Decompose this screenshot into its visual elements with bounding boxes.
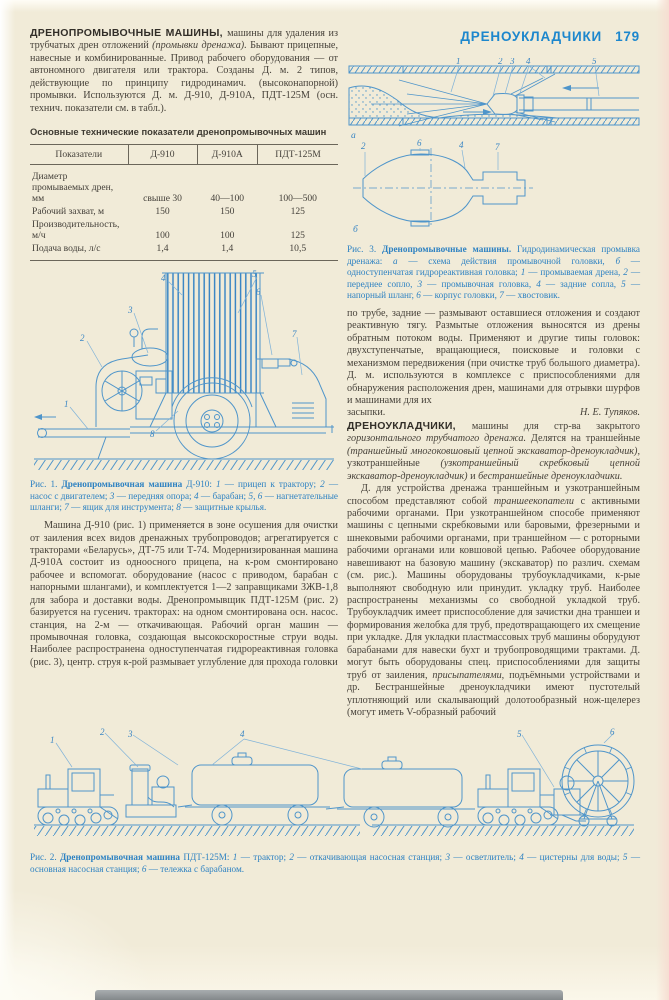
fig1-label-5: 5 <box>252 269 257 280</box>
reel-trolley <box>562 745 634 826</box>
fig2-label-2: 2 <box>100 727 105 738</box>
fig3-label-7b: 7 <box>495 142 500 152</box>
hitch-eye <box>38 429 47 438</box>
cell: 100 <box>155 230 170 242</box>
drawbar <box>38 429 130 437</box>
figure-3-drawing <box>347 58 640 241</box>
cell: 1,4 <box>221 243 234 255</box>
cell: 100 <box>220 230 235 242</box>
pump-station-1 <box>126 765 176 817</box>
fig2-label-4: 4 <box>240 729 245 740</box>
row-label: Подача воды, л/с <box>32 243 101 255</box>
washing-head <box>487 94 517 115</box>
page-number: 179 <box>615 29 640 44</box>
hose-drum <box>166 273 260 393</box>
running-head <box>347 29 640 44</box>
running-head-title: ДРЕНОУКЛАДЧИКИ <box>460 29 603 44</box>
fig2-label-1: 1 <box>50 735 55 746</box>
spec-table <box>30 144 338 261</box>
figure-2-caption: Рис. 2. Дренопромывочная машина ПДТ-125М: 1 — трактор; 2 — откачивающая насосная станция; 3 — осветлитель; 4 — цистерны для воды; 5 — основная насосная станция; 6 — тележка с барабаном. <box>30 852 641 874</box>
table-row <box>30 165 338 206</box>
page-content <box>30 27 640 882</box>
water-cistern-1 <box>178 753 330 825</box>
cell: 125 <box>290 206 305 218</box>
fig3-label-2b: 2 <box>361 141 366 151</box>
pipe-bottom-wall <box>349 118 639 125</box>
cell: 10,5 <box>289 243 307 255</box>
water-cistern-2 <box>326 757 475 827</box>
row-label: Производительность, м/ч <box>32 219 120 242</box>
fig3-label-4b: 4 <box>459 140 464 150</box>
fig1-label-3: 3 <box>128 305 133 316</box>
figure-3-caption: Рис. 3. Дренопромывочные машины. Гидродинамическая промывка дренажа: а — схема действия промывочной головки, б — одноступенчатая гидрореактивная головка; 1 — промываемая дрена, 2 — переднее сопло, 3 — промывочная головка, 4 — задние сопла, 5 — напорный шланг, 6 — корпус головки, 7 — хвостовик. <box>347 244 641 301</box>
table-row <box>30 242 338 261</box>
last-word: засыпки. <box>347 407 386 419</box>
fig2-label-5: 5 <box>517 729 522 740</box>
pressure-hose <box>519 98 639 110</box>
article-drenoukladchiki: ДРЕНОУКЛАДЧИКИ, машины для стр-ва закрытого горизонтального трубчатого дренажа. Делятся на траншейные (траншейный многоковшовый цепной экскаватор-дреноукладчик), узкотраншейные (узкотраншейный скребковый цепной экскаватор-дреноукладчик) и бестраншейные дреноукладчики. <box>347 419 641 482</box>
table-col-header: Д-910А <box>197 145 258 165</box>
fig3-label-2: 2 <box>498 58 503 66</box>
row-label: Диаметр промываемых дрен, мм <box>32 171 114 205</box>
hose-fitting <box>262 359 278 368</box>
row-label: Рабочий захват, м <box>32 206 105 218</box>
right-column <box>347 27 640 719</box>
fig3-part-a: а <box>351 131 356 141</box>
fig2-label-6: 6 <box>610 727 615 738</box>
author-signature: Н. Е. Тупяков. <box>580 407 640 419</box>
cell: 1,4 <box>156 243 169 255</box>
fig1-label-8: 8 <box>150 429 155 440</box>
signature-line <box>347 407 640 419</box>
cell: 150 <box>155 206 170 218</box>
figure-1-drawing <box>30 267 338 476</box>
pressure-gauge <box>130 329 138 337</box>
figure-2-drawing <box>30 727 640 850</box>
fig1-label-7: 7 <box>292 329 297 340</box>
sediment <box>349 86 439 118</box>
fig1-label-1: 1 <box>64 399 69 410</box>
fig1-label-4: 4 <box>161 273 166 284</box>
support-leg <box>93 437 106 459</box>
fig3-label-1: 1 <box>456 58 461 66</box>
flow-arrow <box>562 85 571 91</box>
article-drenopromyvochnye: ДРЕНОПРОМЫВОЧНЫЕ МАШИНЫ, машины для удаления из трубчатых дрен отложений (промывки дренажа). Бывают прицепные, навесные и комбинированные. Привод рабочего оборудования — от автономного двигателя или трактора. Созданы Д. м. 2 типов, действующие по принципу гидродинамич. (высоконапорной) промывки. Используются Д. м. Д-910, Д-910А, ПДТ-125М (осн. технич. показатели см. в табл.). <box>30 27 339 114</box>
figure-1-caption: Рис. 1. Дренопромывочная машина Д-910: 1 — прицеп к трактору; 2 — насос с двигателем; 3 — передняя опора; 4 — барабан; 5, 6 — нагнетательные шланги; 7 — ящик для инструмента; 8 — защитные крылья. <box>30 479 338 513</box>
fig3-label-4: 4 <box>526 58 531 66</box>
cell: 40—100 <box>210 193 245 205</box>
cell: 125 <box>290 230 305 242</box>
fig1-label-6: 6 <box>256 287 261 298</box>
table-row <box>30 205 338 218</box>
fig2-label-3: 3 <box>128 729 133 740</box>
table-col-header: ПДТ-125М <box>258 145 338 165</box>
wheel <box>174 383 250 459</box>
tool-box <box>256 359 326 427</box>
continuation-paragraph: по трубе, задние — размывают оставшиеся отложения и создают реактивную тягу. Размытые отложения выносятся из дрены обратным потоком воды. Применяют и другие типы головок: двухступенчатые, вращающиеся, поисковые и головки с механизмом передвижения (при очистке труб большого диаметра). Д. м. используются в комплексе с приспособлениями для обнаружения расположения дрен, машинами для отрывки шурфов и машинами для их <box>347 307 640 407</box>
crawler-tractor-1 <box>38 769 118 825</box>
fig3-label-5: 5 <box>592 58 597 66</box>
ground-hatch <box>34 460 334 470</box>
crawler-tractor-2 <box>478 769 558 825</box>
table-title: Основные технические показатели дренопромывочных машин <box>30 126 327 138</box>
tow-arrow <box>34 414 42 420</box>
scan-edge-shadow <box>95 990 563 1000</box>
cell: свыше 30 <box>143 193 182 205</box>
machine-d910-paragraph: Машина Д-910 (рис. 1) применяется в зоне осушения для очистки от заиления всех видов дренажных трубопроводов; агрегатируется с тракторами «Беларусь», ДТ-75 или Т-74. Модернизированная машина Д-910А состоит из одноосного прицепа, на к-ром смонтировано рабочее и вспомогат. оборудование (насос с приводом, барабан с напорными шлангами), и комплектуется 1—2 заправщиками ЗЖВ-1,8 для забора и доставки воды. Дренопромывщик ПДТ-125М (рис. 2) базируется на гусенич. тракторах: на одном смонтирована осн. насос. станция, на 2-м — откачивающая. Рабочий орган машин — промывочная головка, создающая высокоскоростные струи воды. Наиболее распространена одноступенчатая гидрореактивная головка (рис. 3), центр. струя к-рой размывает углубление для прохода головки <box>30 520 338 668</box>
cell: 100—500 <box>278 193 317 205</box>
article-drenoukladchiki-paragraph2: Д. для устройства дренажа траншейным и узкотраншейным способом представляют собой траншеекопатели с активными рабочими органами. При узкотраншейном способе применяют машины с цепными скребковыми или баровыми, фрезерными и шнековыми рабочими органами, при траншейном — с роторными рабочими органами или ковшовой цепью. Рабочее оборудование навешивают на базовую машину (экскаватор) по различ. схемам (см. рис.). Машины оборудованы трубоукладчиками, к-рые выполняют свободную или принудит. укладку труб. Наиболее распространены механизмы со свободной укладкой труб. Трубоукладчик имеет приспособление для зачистки дна траншеи и формирования желобка для труб, предотвращающего их смещение при укладке. Для укладки пластмассовых труб машины оборудуют барабанами для навески бухт и трубопроводящими трактами. Д. могут быть оборудованы спец. приспособлениями для защиты труб от заиления, присыпателями, подъёмными устройствами и др. Бестраншейные дреноукладчики имеют пустотелый уплотняющий или скалывающий долотообразный нож-щелерез (могут иметь V-образный рабочий <box>347 483 640 718</box>
fig1-label-2: 2 <box>80 333 85 344</box>
fig3-label-3: 3 <box>510 58 515 66</box>
fig3-label-6b: 6 <box>417 138 422 148</box>
table-col-header: Д-910 <box>128 145 197 165</box>
table-header-row <box>30 145 338 165</box>
left-column <box>30 27 338 719</box>
fig3-part-b: б <box>353 225 358 235</box>
cell: 150 <box>220 206 235 218</box>
table-col-header: Показатели <box>30 145 128 165</box>
table-row <box>30 218 338 242</box>
